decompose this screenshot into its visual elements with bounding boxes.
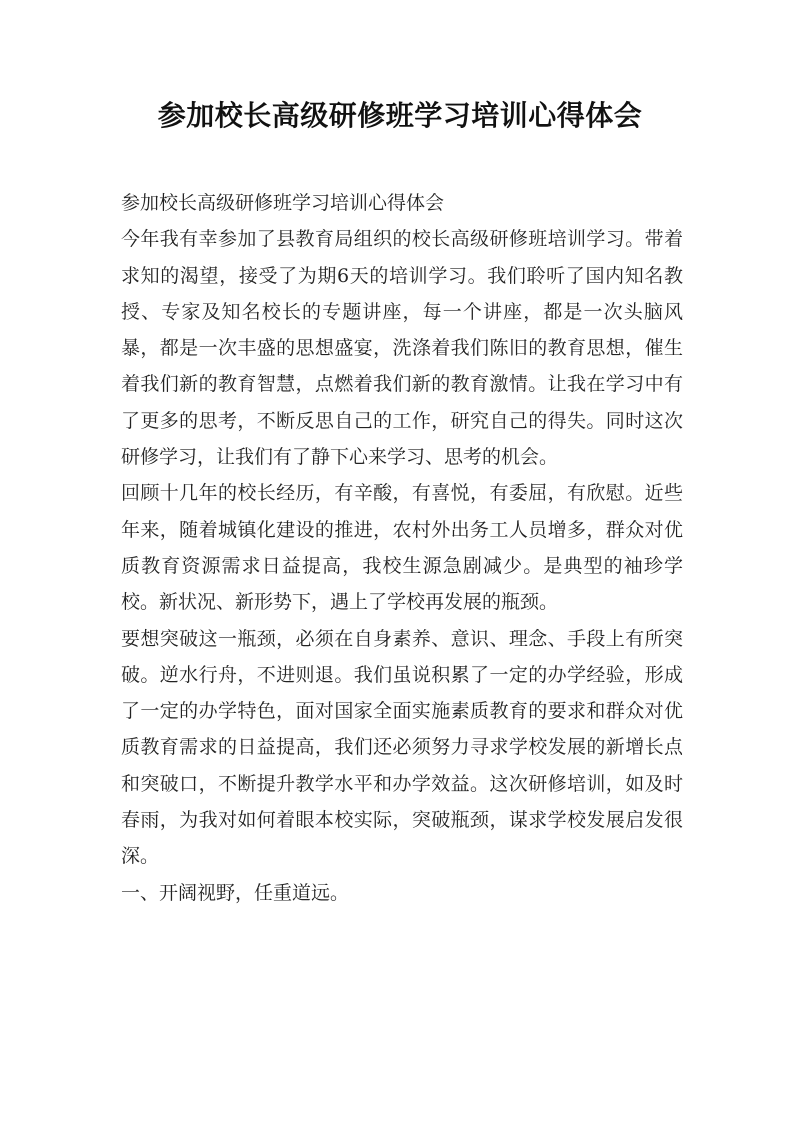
document-title: 参加校长高级研修班学习培训心得体会 (157, 99, 643, 132)
section-heading: 一、开阔视野，任重道远。 (121, 881, 350, 904)
document-body (121, 185, 683, 911)
paragraph-intro: 今年我有幸参加了县教育局组织的校长高级研修班培训学习。带着求知的渴望，接受了为期6天的培训学习。我们聆听了国内知名教授、专家及知名校长的专题讲座，每一个讲座，都是一次头脑风暴，都是一次丰盛的思想盛宴，洗涤着我们陈旧的教育思想，催生着我们新的教育智慧，点燃着我们新的教育激情。让我在学习中有了更多的思考，不断反思自己的工作，研究自己的得失。同时这次研修学习，让我们有了静下心来学习、思考的机会。 (121, 228, 683, 469)
paragraph-breakthrough: 要想突破这一瓶颈，必须在自身素养、意识、理念、手段上有所突破。逆水行舟，不进则退。我们虽说积累了一定的办学经验，形成了一定的办学特色，面对国家全面实施素质教育的要求和群众对优质教育需求的日益提高，我们还必须努力寻求学校发展的新增长点和突破口，不断提升教学水平和办学效益。这次研修培训，如及时春雨，为我对如何着眼本校实际，突破瓶颈，谋求学校发展启发很深。 (121, 627, 683, 868)
paragraph-subtitle: 参加校长高级研修班学习培训心得体会 (121, 192, 445, 214)
paragraph-review: 回顾十几年的校长经历，有辛酸，有喜悦，有委屈，有欣慰。近些年来，随着城镇化建设的推进，农村外出务工人员增多，群众对优质教育资源需求日益提高，我校生源急剧减少。是典型的袖珍学校。新状况、新形势下，遇上了学校再发展的瓶颈。 (121, 482, 683, 614)
